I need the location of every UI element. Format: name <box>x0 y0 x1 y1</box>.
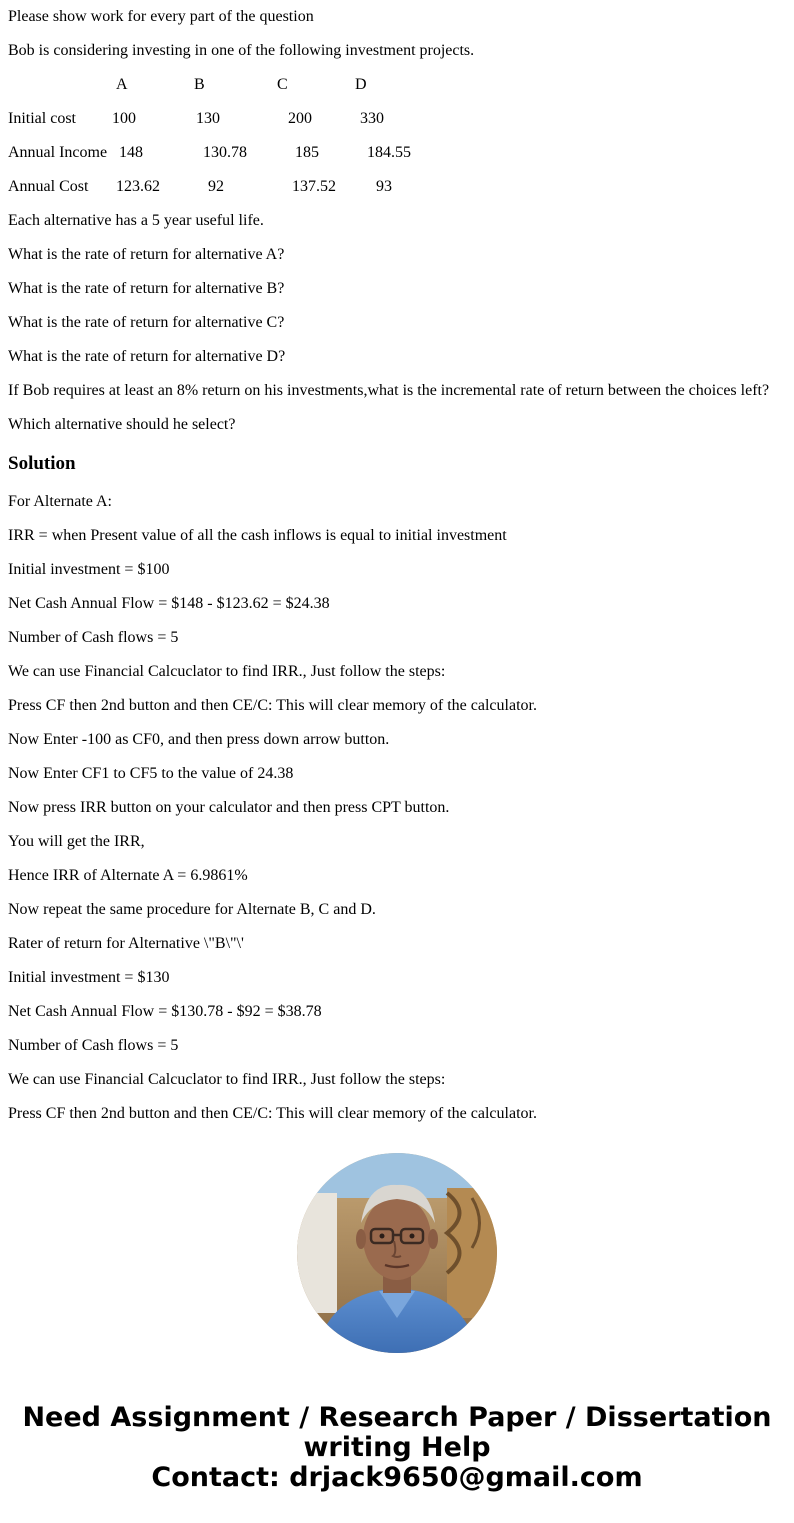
table-row <box>8 144 788 162</box>
solution-line: For Alternate A: <box>8 493 112 510</box>
question-line: What is the rate of return for alternative D? <box>8 348 286 365</box>
row-label: Initial cost <box>8 110 76 127</box>
banner-line: writing Help <box>303 1432 491 1463</box>
solution-line: You will get the IRR, <box>8 833 145 850</box>
header-d: D <box>355 76 367 93</box>
table-cell: 100 <box>112 110 136 127</box>
question-line: What is the rate of return for alternative C? <box>8 314 285 331</box>
banner-line: Need Assignment / Research Paper / Dissertation <box>22 1402 772 1433</box>
table-cell: 130.78 <box>203 144 247 161</box>
solution-line: Net Cash Annual Flow = $148 - $123.62 = $24.38 <box>8 595 330 612</box>
solution-line: Net Cash Annual Flow = $130.78 - $92 = $38.78 <box>8 1003 322 1020</box>
table-cell: 130 <box>196 110 220 127</box>
question-line: What is the rate of return for alternative B? <box>8 280 285 297</box>
question-line: If Bob requires at least an 8% return on his investments,what is the incremental rate of return between the choices left? <box>8 382 770 399</box>
solution-line: Initial investment = $130 <box>8 969 170 986</box>
table-cell: 330 <box>360 110 384 127</box>
contact-banner <box>0 1403 794 1493</box>
table-cell: 137.52 <box>292 178 336 195</box>
question-line: Which alternative should he select? <box>8 416 236 433</box>
question-line: Each alternative has a 5 year useful life. <box>8 212 264 229</box>
header-b: B <box>194 76 205 93</box>
question-line: What is the rate of return for alternative A? <box>8 246 285 263</box>
row-label: Annual Cost <box>8 178 89 195</box>
table-cell: 93 <box>376 178 392 195</box>
solution-line: Rater of return for Alternative \"B\"\' <box>8 935 244 952</box>
solution-line: Now press IRR button on your calculator and then press CPT button. <box>8 799 450 816</box>
solution-line: We can use Financial Calcuclator to find IRR., Just follow the steps: <box>8 1071 446 1088</box>
solution-line: Now Enter CF1 to CF5 to the value of 24.38 <box>8 765 294 782</box>
table-cell: 123.62 <box>116 178 160 195</box>
solution-line: We can use Financial Calcuclator to find IRR., Just follow the steps: <box>8 663 446 680</box>
solution-line: Initial investment = $100 <box>8 561 170 578</box>
solution-line: IRR = when Present value of all the cash inflows is equal to initial investment <box>8 527 507 544</box>
table-cell: 184.55 <box>367 144 411 161</box>
solution-line: Number of Cash flows = 5 <box>8 1037 179 1054</box>
solution-heading: Solution <box>8 453 76 474</box>
contact-email: Contact: drjack9650@gmail.com <box>151 1462 643 1493</box>
solution-line: Now repeat the same procedure for Alternate B, C and D. <box>8 901 376 918</box>
table-header-row <box>8 76 788 94</box>
solution-line: Number of Cash flows = 5 <box>8 629 179 646</box>
question-intro: Please show work for every part of the question <box>8 8 314 25</box>
table-cell: 185 <box>295 144 319 161</box>
row-label: Annual Income <box>8 144 108 161</box>
table-row <box>8 178 788 196</box>
header-a: A <box>116 76 128 93</box>
solution-line: Press CF then 2nd button and then CE/C: This will clear memory of the calculator. <box>8 1105 537 1122</box>
solution-line: Now Enter -100 as CF0, and then press down arrow button. <box>8 731 390 748</box>
question-lead: Bob is considering investing in one of the following investment projects. <box>8 42 475 59</box>
avatar-photo <box>297 1153 497 1353</box>
table-row <box>8 110 788 128</box>
header-c: C <box>277 76 288 93</box>
solution-line: Press CF then 2nd button and then CE/C: This will clear memory of the calculator. <box>8 697 537 714</box>
table-cell: 148 <box>119 144 143 161</box>
table-cell: 92 <box>208 178 224 195</box>
avatar <box>297 1153 497 1353</box>
table-cell: 200 <box>288 110 312 127</box>
solution-line: Hence IRR of Alternate A = 6.9861% <box>8 867 248 884</box>
